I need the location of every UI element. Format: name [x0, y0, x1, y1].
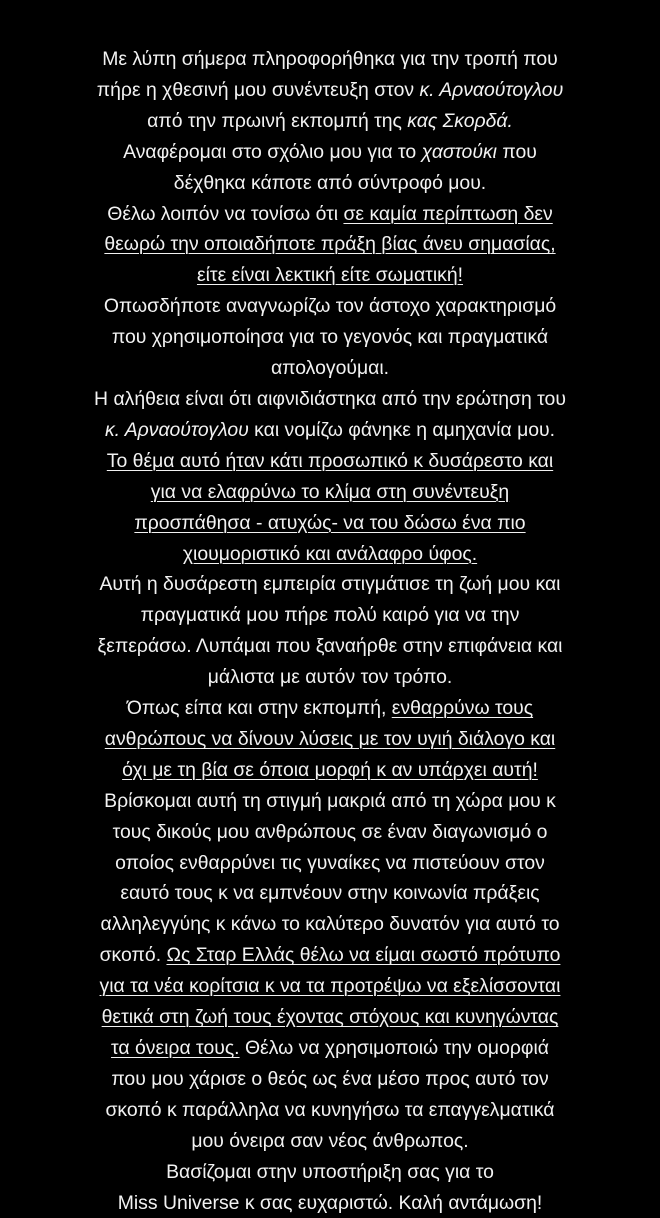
italic-name-text: κας Σκορδά.	[407, 109, 513, 132]
story-line	[40, 508, 620, 539]
story-text: Miss Universe κ σας ευχαριστώ. Καλή αντάμωση!	[117, 1191, 543, 1214]
underlined-text: ανθρώπους να δίνουν λύσεις με τον υγιή διάλογο και	[104, 727, 556, 750]
story-line	[40, 1126, 620, 1157]
underlined-text: Το θέμα αυτό ήταν κάτι προσωπικό κ δυσάρεστο και	[106, 449, 554, 472]
story-text: μάλιστα με αυτόν τον τρόπο.	[207, 666, 453, 689]
italic-name-text: χαστούκι	[421, 140, 497, 163]
italic-name-text: κ. Αρναούτογλου	[419, 78, 564, 101]
story-line	[40, 44, 620, 75]
story-text: Θέλω να χρησιμοποιώ την ομορφιά	[239, 1037, 549, 1059]
story-text: που	[497, 140, 537, 163]
underlined-text: προσπάθησα - ατυχώς- να του δώσω ένα πιο	[134, 511, 526, 534]
story-line	[40, 260, 620, 291]
story-text: σκοπό κ παράλληλα να κυνηγήσω τα επαγγελματικά	[105, 1098, 555, 1121]
story-text: Θέλω λοιπόν να τονίσω ότι	[107, 202, 344, 225]
story-text: οποίος ενθαρρύνει τις γυναίκες να πιστεύουν στον	[115, 851, 545, 874]
story-line	[40, 168, 620, 199]
story-text: απολογούμαι.	[270, 357, 390, 380]
story-text: Η αλήθεια είναι ότι αιφνιδιάστηκα από την ερώτηση του	[94, 387, 566, 410]
story-text: Αυτή η δυσάρεστη εμπειρία στιγμάτισε τη ζωή μου και	[99, 573, 561, 596]
underlined-text: είτε είναι λεκτική είτε σωματική!	[196, 264, 464, 287]
story-line	[40, 291, 620, 322]
story-text: πραγματικά μου πήρε πολύ καιρό για να την	[140, 604, 520, 627]
underlined-text: Ως Σταρ Ελλάς θέλω να είμαι σωστό πρότυπο	[166, 944, 561, 967]
story-line	[40, 106, 620, 137]
underlined-text: όχι με τη βία σε όποια μορφή κ αν υπάρχει αυτή!	[122, 758, 538, 781]
story-line	[40, 1095, 620, 1126]
story-line	[40, 353, 620, 384]
story-line	[40, 137, 620, 168]
story-line	[40, 786, 620, 817]
story-text: Αναφέρομαι στο σχόλιο μου για το	[123, 140, 422, 163]
story-line	[40, 971, 620, 1002]
story-line	[40, 384, 620, 415]
story-text: τους δικούς μου ανθρώπους σε έναν διαγωνισμό ο	[112, 820, 548, 843]
story-line	[40, 477, 620, 508]
underlined-text: τα όνειρα τους.	[111, 1037, 240, 1059]
story-text: Όπως είπα και στην εκπομπή,	[126, 697, 392, 720]
story-line	[40, 1188, 620, 1218]
story-line	[40, 940, 620, 971]
story-line	[40, 693, 620, 724]
story-line	[40, 1002, 620, 1033]
story-text: Οπωσδήποτε αναγνωρίζω τον άστοχο χαρακτηρισμό	[103, 295, 557, 318]
underlined-text: χιουμοριστικό και ανάλαφρο ύφος.	[182, 542, 478, 565]
story-text: από την πρωινή εκπομπή της	[147, 109, 408, 132]
story-text: και νομίζω φάνηκε η αμηχανία μου.	[248, 418, 556, 441]
story-line	[40, 199, 620, 230]
story-text: που μου χάρισε ο θεός ως ένα μέσο προς αυτό τον	[111, 1067, 549, 1090]
underlined-text: θεωρώ την οποιαδήποτε πράξη βίας άνευ σημασίας,	[104, 233, 556, 256]
story-line	[40, 569, 620, 600]
story-line	[40, 75, 620, 106]
story-line	[40, 415, 620, 446]
story-statement-text	[40, 44, 620, 1218]
story-text: που χρησιμοποίησα για το γεγονός και πραγματικά	[111, 326, 549, 349]
story-line	[40, 755, 620, 786]
underlined-text: για τα νέα κορίτσια κ να τα προτρέψω να εξελίσσονται	[99, 975, 561, 998]
underlined-text: για να ελαφρύνω το κλίμα στη συνέντευξη	[150, 480, 510, 503]
story-line	[40, 600, 620, 631]
story-text: πήρε η χθεσινή μου συνέντευξη στον	[96, 78, 420, 101]
story-line	[40, 1033, 620, 1064]
underlined-text: ενθαρρύνω τους	[391, 697, 534, 720]
story-line	[40, 322, 620, 353]
story-line	[40, 229, 620, 260]
story-text: Βασίζομαι στην υποστήριξη σας για το	[166, 1160, 494, 1183]
story-text: μου όνειρα σαν νέος άνθρωπος.	[191, 1129, 469, 1152]
story-text: ξεπεράσω. Λυπάμαι που ξαναήρθε στην επιφάνεια και	[97, 635, 563, 658]
story-line	[40, 662, 620, 693]
italic-name-text: κ. Αρναούτογλου	[104, 418, 249, 441]
story-text: αλληλεγγύης κ κάνω το καλύτερο δυνατόν για αυτό το	[100, 913, 560, 936]
underlined-text: σε καμία περίπτωση δεν	[343, 202, 553, 225]
story-line	[40, 539, 620, 570]
story-text: Βρίσκομαι αυτή τη στιγμή μακριά από τη χώρα μου κ	[104, 789, 556, 812]
story-line	[40, 724, 620, 755]
story-text: σκοπό.	[99, 944, 167, 967]
story-text: εαυτό τους κ να εμπνέουν στην κοινωνία πράξεις	[120, 882, 540, 905]
underlined-text: θετικά στη ζωή τους έχοντας στόχους και κυνηγώντας	[101, 1006, 559, 1029]
story-text: δέχθηκα κάποτε από σύντροφό μου.	[173, 171, 487, 194]
story-line	[40, 1064, 620, 1095]
story-line	[40, 817, 620, 848]
story-text: Με λύπη σήμερα πληροφορήθηκα για την τροπή που	[102, 48, 558, 70]
story-line	[40, 446, 620, 477]
story-line	[40, 631, 620, 662]
story-line	[40, 848, 620, 879]
story-line	[40, 878, 620, 909]
story-line	[40, 1157, 620, 1188]
story-line	[40, 909, 620, 940]
